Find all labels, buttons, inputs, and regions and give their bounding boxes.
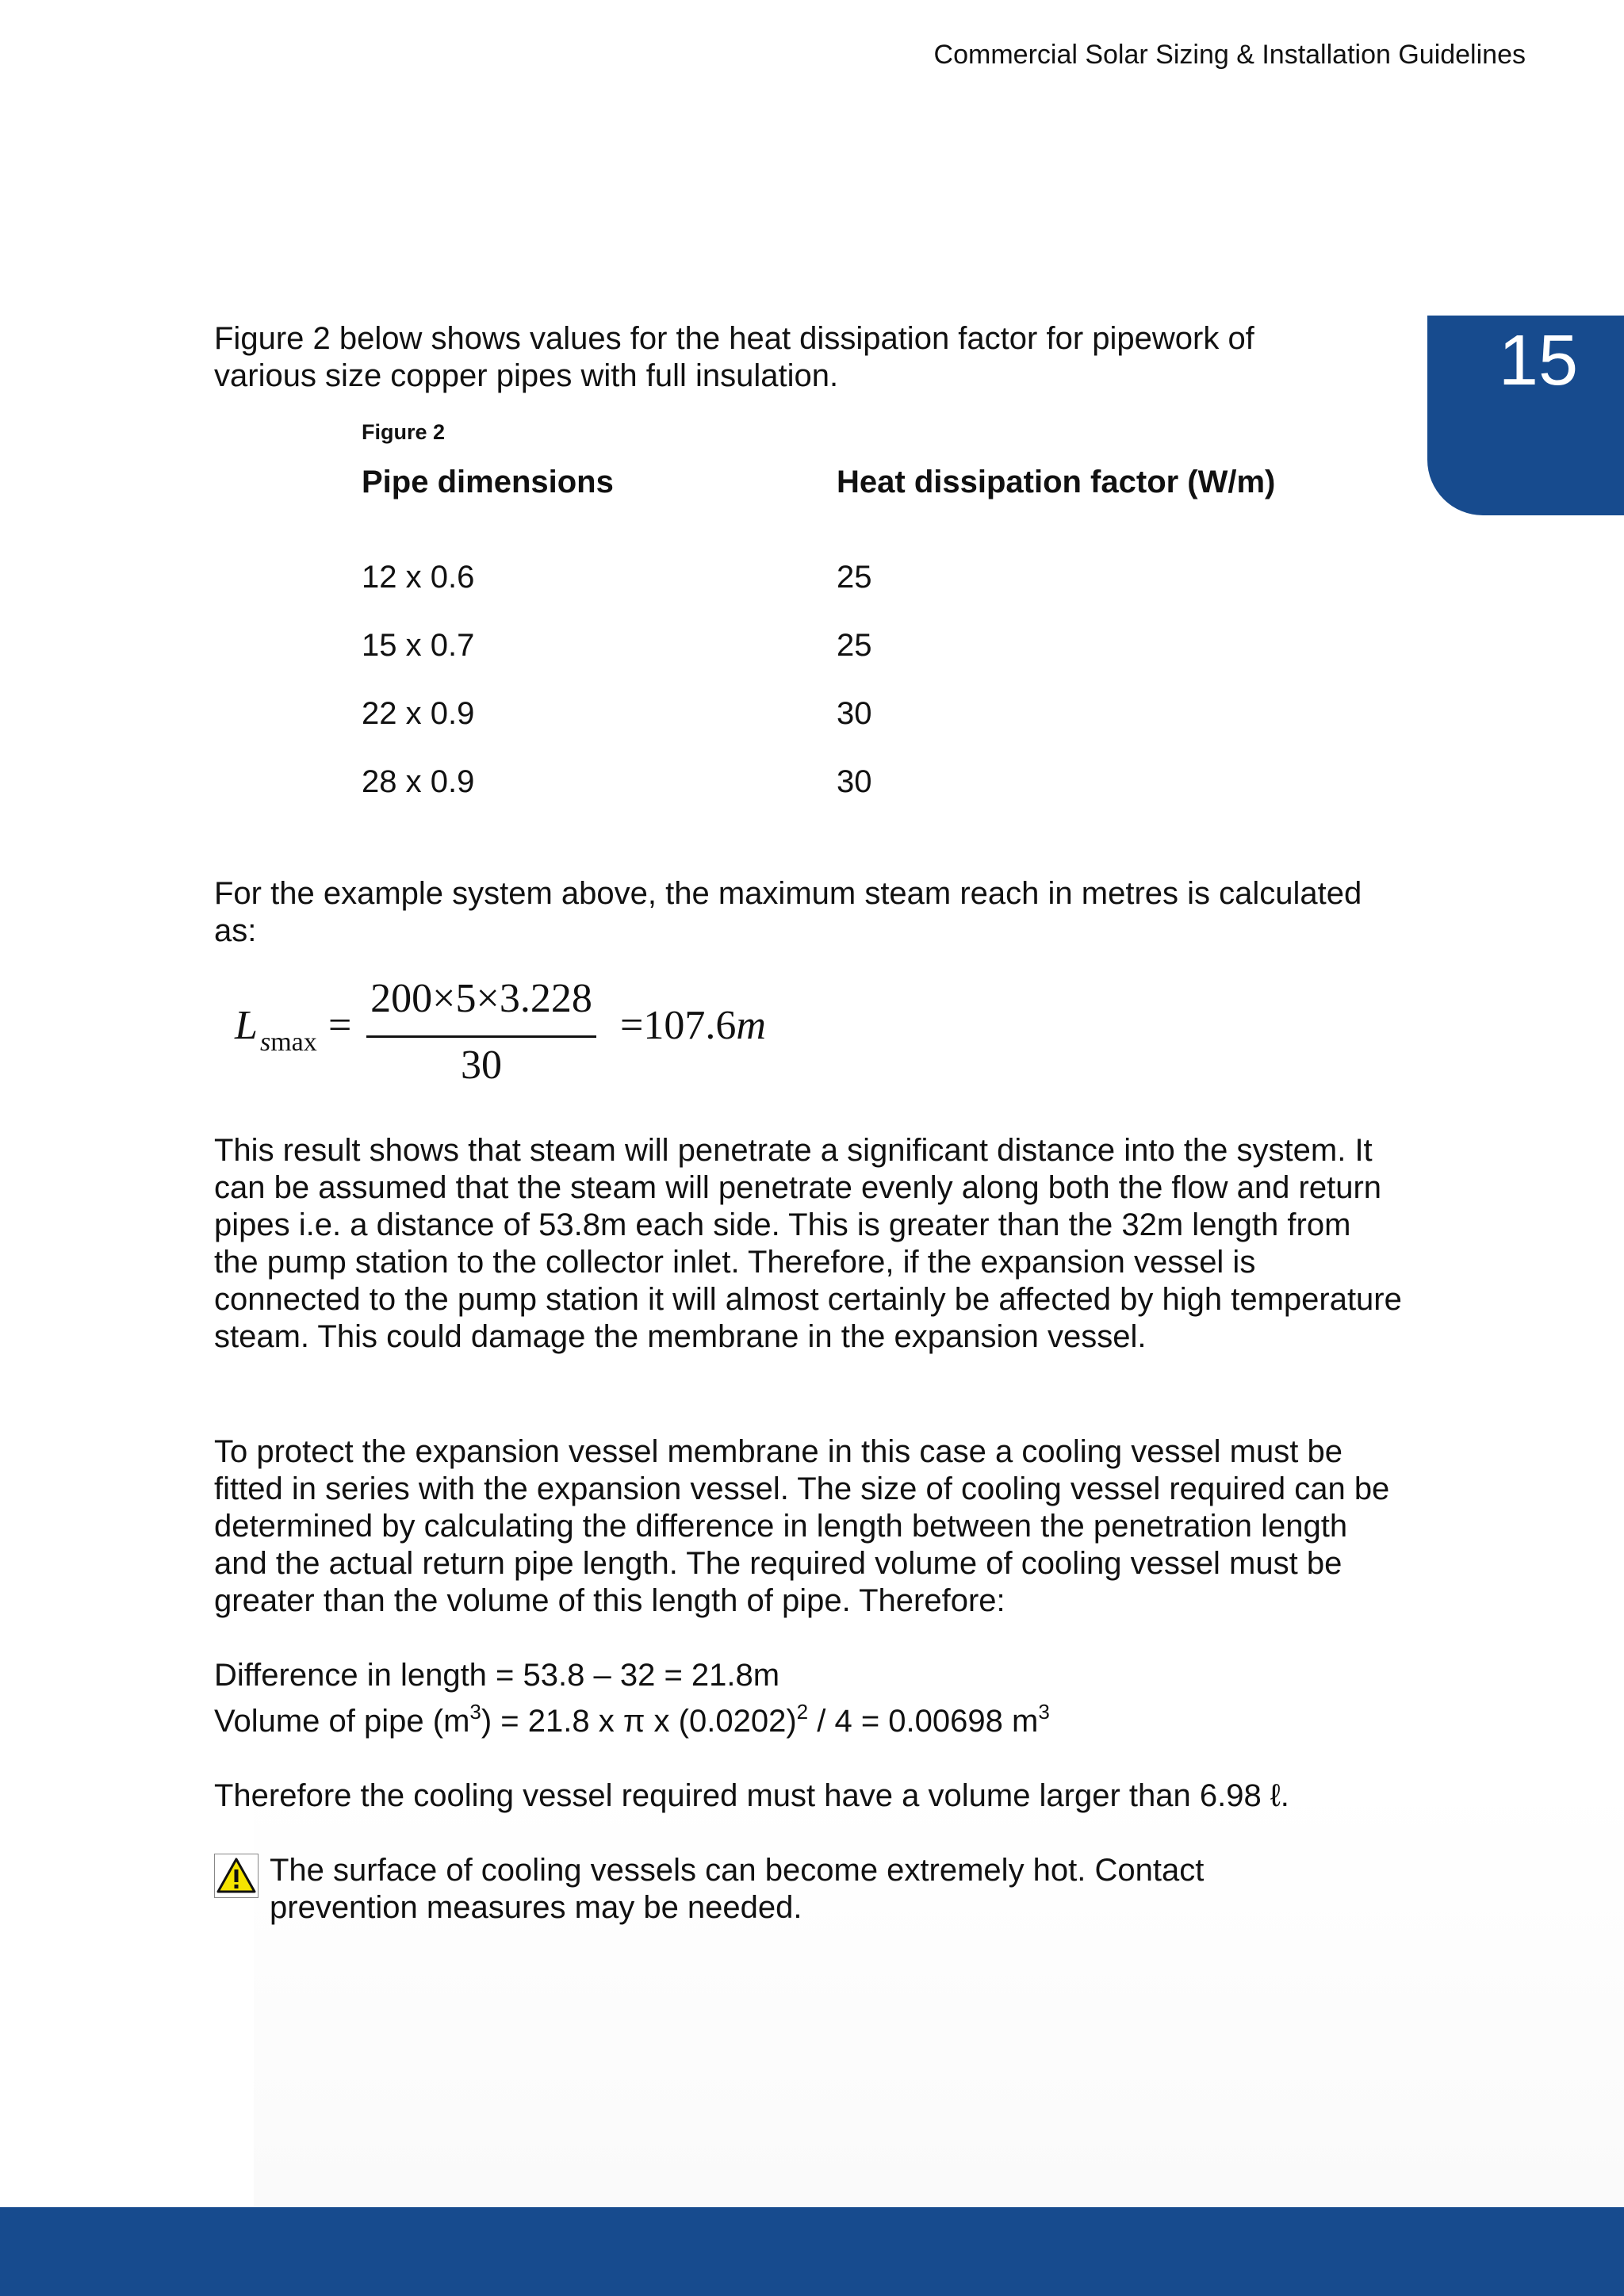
volume-superscript-3: 3	[1038, 1700, 1050, 1724]
volume-text-2: ) = 21.8 x π x (0.0202)	[481, 1704, 797, 1739]
formula-result-value: =107.6	[620, 1003, 737, 1048]
formula-result-unit: m	[736, 1003, 766, 1048]
table-cell-factor: 30	[837, 696, 872, 731]
volume-superscript-1: 3	[469, 1700, 481, 1724]
result-paragraph: This result shows that steam will penetrate a significant distance into the system. It can be assumed that the steam will penetrate evenly along both the flow and return pipes i.e. a distance of 53.8m each side. This is greater than the 32m length from the pump station to the collector inlet. Therefore, if the expansion vessel is connected to the pump station it will almost certainly be affected by high temperature steam. This could damage the membrane in the expansion vessel.	[214, 1133, 1402, 1354]
table-cell-factor: 30	[837, 764, 872, 799]
volume-text-3: / 4 = 0.00698 m	[808, 1704, 1039, 1739]
page-number-tab	[1427, 316, 1624, 515]
formula-subscript-max: max	[270, 1027, 317, 1057]
volume-superscript-2: 2	[796, 1700, 809, 1724]
example-paragraph: For the example system above, the maximum steam reach in metres is calculated as:	[214, 876, 1362, 948]
page-number: 15	[1498, 321, 1578, 400]
table-cell-factor: 25	[837, 628, 872, 663]
formula-lhs-symbol: L	[235, 1003, 258, 1048]
formula-equals: =	[328, 1003, 352, 1048]
table-header-pipe-dimensions: Pipe dimensions	[362, 465, 614, 499]
formula-denominator: 30	[461, 1043, 502, 1088]
table-cell-dimension: 28 x 0.9	[362, 764, 475, 799]
formula-numerator: 200×5×3.228	[370, 976, 592, 1021]
warning-text: The surface of cooling vessels can become extremely hot. Contact prevention measures may be needed.	[270, 1853, 1205, 1925]
figure-caption: Figure 2	[362, 420, 446, 444]
therefore-line: Therefore the cooling vessel required must have a volume larger than 6.98 ℓ.	[214, 1778, 1289, 1813]
formula-result	[620, 1002, 766, 1049]
table-cell-dimension: 22 x 0.9	[362, 696, 475, 731]
footer-bar	[0, 2207, 1624, 2296]
table-cell-dimension: 15 x 0.7	[362, 628, 475, 663]
table-cell-factor: 25	[837, 560, 872, 595]
running-header: Commercial Solar Sizing & Installation Guidelines	[933, 40, 1526, 70]
volume-text-1: Volume of pipe (m	[214, 1704, 470, 1739]
protect-paragraph: To protect the expansion vessel membrane in this case a cooling vessel must be fitted in series with the expansion vessel. The size of cooling vessel required can be determined by calculating the difference in length between the penetration length and the actual return pipe length. The required volume of cooling vessel must be greater than the volume of this length of pipe. Therefore:	[214, 1434, 1390, 1618]
formula-fraction-bar	[366, 1035, 596, 1038]
warning-triangle-icon	[214, 1854, 259, 1898]
difference-in-length-line: Difference in length = 53.8 – 32 = 21.8m	[214, 1658, 780, 1693]
formula-subscript-s: s	[260, 1027, 271, 1057]
volume-of-pipe-line	[214, 1700, 1050, 1740]
intro-paragraph: Figure 2 below shows values for the heat dissipation factor for pipework of various size copper pipes with full insulation.	[214, 321, 1254, 393]
table-cell-dimension: 12 x 0.6	[362, 560, 475, 595]
table-header-heat-dissipation: Heat dissipation factor (W/m)	[837, 465, 1276, 499]
formula-lhs-subscript	[260, 1027, 317, 1058]
page-background-fade	[254, 1784, 1624, 2207]
